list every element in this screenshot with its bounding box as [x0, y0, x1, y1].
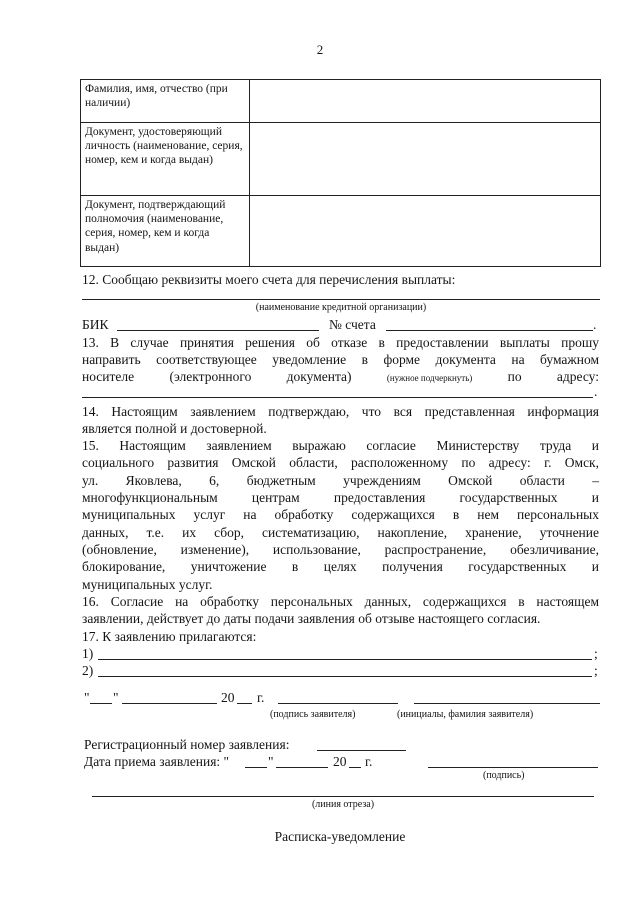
- year-suffix: г.: [257, 690, 265, 705]
- table-cell-value: [250, 123, 601, 196]
- item-15-last-line: муниципальных услуг.: [82, 577, 213, 592]
- attachment-2-number: 2): [82, 663, 94, 678]
- address-end: .: [594, 384, 598, 399]
- account-line: [386, 330, 593, 331]
- registrar-signature-line: [428, 767, 598, 768]
- table-row: [81, 123, 601, 196]
- item-16-line-1: 16. Согласие на обработку персональных данных, содержащихся в настоящем: [82, 594, 599, 609]
- address-line: [82, 397, 593, 398]
- item-15-line: социального развития Омской области, расположенному по адресу: г. Омск,: [82, 455, 599, 470]
- acceptance-year-prefix: 20: [333, 754, 347, 769]
- acceptance-day-line: [245, 767, 267, 768]
- registrar-signature-caption: (подпись): [483, 770, 525, 781]
- item-13-line-2: направить соответствующее уведомление в форме документа на бумажном: [82, 352, 599, 367]
- registration-number-line: [317, 750, 406, 751]
- table-row: [81, 80, 601, 123]
- item-14-line-1: 14. Настоящим заявлением подтверждаю, что вся представленная информация: [82, 404, 599, 419]
- date-quote-close: ": [113, 690, 119, 705]
- applicant-name-line: [414, 703, 600, 704]
- table-row: [81, 196, 601, 267]
- item-15-line: данных, т.е. их сбор, систематизацию, накопление, хранение, уточнение: [82, 525, 599, 540]
- year-prefix: 20: [221, 690, 235, 705]
- table-cell-label: Фамилия, имя, отчество (при наличии): [81, 80, 250, 123]
- attachment-1-end: ;: [594, 646, 598, 661]
- item-16-line-2: заявлении, действует до даты подачи заявления об отзыве настоящего согласия.: [82, 611, 541, 626]
- registration-number-label: Регистрационный номер заявления:: [84, 737, 290, 752]
- table-cell-value: [250, 80, 601, 123]
- acceptance-year-line: [349, 767, 361, 768]
- text-fragment: носителе: [82, 369, 135, 384]
- acceptance-quote-close: ": [268, 754, 274, 769]
- receipt-title: Расписка-уведомление: [274, 829, 406, 844]
- item-12-text: 12. Сообщаю реквизиты моего счета для перечисления выплаты:: [82, 272, 456, 287]
- text-fragment: адресу:: [556, 369, 599, 384]
- cut-line: [92, 796, 594, 797]
- year-line: [237, 703, 252, 704]
- bank-name-line: [82, 299, 600, 300]
- item-15-line: многофункциональным центрам предоставления государственных и: [82, 490, 599, 505]
- day-line: [90, 703, 112, 704]
- applicant-signature-line: [278, 703, 398, 704]
- item-15-line: 15. Настоящим заявлением выражаю согласие Министерству труда и: [82, 438, 599, 453]
- month-line: [122, 703, 217, 704]
- acceptance-month-line: [276, 767, 328, 768]
- attachment-2-line: [98, 676, 592, 677]
- item-13-line-1: 13. В случае принятия решения об отказе в предоставлении выплаты прошу: [82, 335, 599, 350]
- item-15-line: ул. Яковлева, 6, бюджетным учреждениям Омской области –: [82, 473, 599, 488]
- item-15-line: (обновление, изменение), использование, распространение, обезличивание,: [82, 542, 599, 557]
- item-15-line: блокирование, уничтожение в целях получения государственных и: [82, 559, 599, 574]
- account-end: .: [593, 317, 597, 332]
- text-fragment: (электронного: [169, 369, 252, 384]
- text-fragment: документа): [286, 369, 352, 384]
- attachment-2-end: ;: [594, 663, 598, 678]
- acceptance-date-label: Дата приема заявления: ": [84, 754, 230, 769]
- underline-hint: (нужное подчеркнуть): [386, 373, 473, 383]
- table-cell-label: Документ, подтверждающий полномочия (наименование, серия, номер, кем и когда выдан): [81, 196, 250, 267]
- attachment-1-number: 1): [82, 646, 94, 661]
- table-cell-value: [250, 196, 601, 267]
- date-quote-open: ": [84, 690, 90, 705]
- applicant-name-caption: (инициалы, фамилия заявителя): [397, 709, 534, 720]
- acceptance-year-suffix: г.: [365, 754, 373, 769]
- account-label: № счета: [329, 317, 376, 332]
- applicant-info-table: [80, 79, 601, 267]
- bik-line: [117, 330, 319, 331]
- attachment-1-line: [98, 659, 592, 660]
- text-fragment: по: [507, 369, 522, 384]
- applicant-signature-caption: (подпись заявителя): [270, 709, 356, 720]
- item-14-line-2: является полной и достоверной.: [82, 421, 267, 436]
- table-cell-label: Документ, удостоверяющий личность (наименование, серия, номер, кем и когда выдан): [81, 123, 250, 196]
- item-17-text: 17. К заявлению прилагаются:: [82, 629, 257, 644]
- item-13-line-3: [82, 368, 599, 387]
- page-number: 2: [316, 42, 324, 57]
- bank-name-caption: (наименование кредитной организации): [255, 302, 427, 313]
- item-15-line: муниципальных услуг на обработку содержащихся в нем персональных: [82, 507, 599, 522]
- cut-line-caption: (линия отреза): [311, 799, 375, 810]
- bik-label: БИК: [82, 317, 109, 332]
